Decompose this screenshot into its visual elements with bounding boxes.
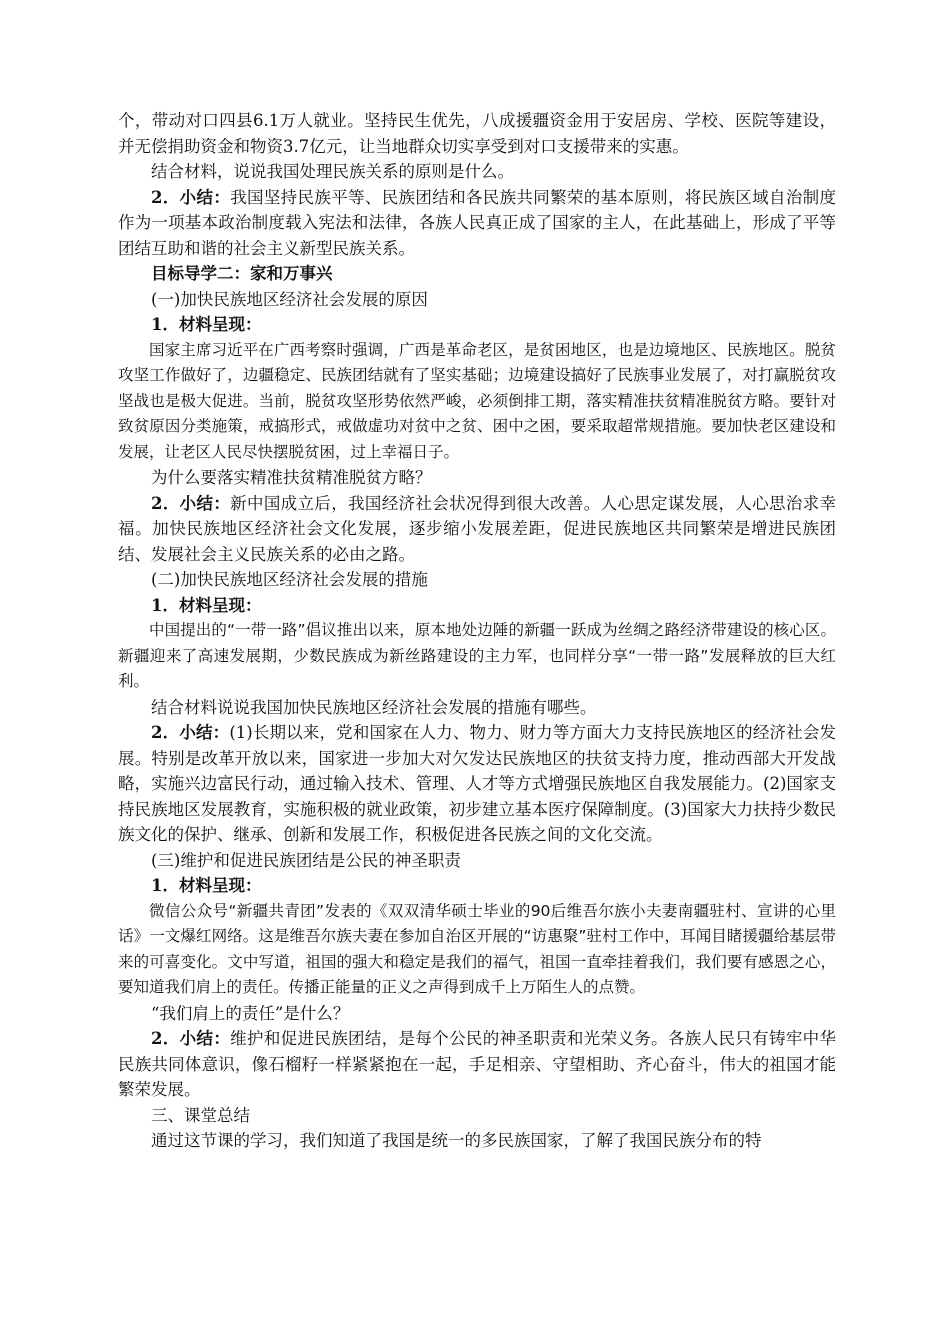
question-1: 结合材料，说说我国处理民族关系的原则是什么。 [151, 162, 514, 181]
material-2-label: 1．材料呈现： [151, 595, 262, 615]
question-2: 为什么要落实精准扶贫精准脱贫方略？ [151, 468, 432, 487]
summary-1-text: 我国坚持民族平等、民族团结和各民族共同繁荣的基本原则，将民族区域自治制度作为一项基本政治制度载入宪法和法律，各族人民真正成了国家的主人，在此基础上，形成了平等团结互助和谐的社会主义新型民族关系。 [118, 187, 836, 258]
material-1-text: 国家主席习近平在广西考察时强调，广西是革命老区，是贫困地区，也是边境地区、民族地区。脱贫攻坚工作做好了，边疆稳定、民族团结就有了坚实基础；边境建设搞好了民族事业发展了，对打赢脱贫攻坚战也是极大促进。当前，脱贫攻坚形势依然严峻，必须倒排工期，落实精准扶贫精准脱贫方略。要针对致贫原因分类施策，戒搞形式，戒做虚功对贫中之贫、困中之困，要采取超常规措施。要加快老区建设和发展，让老区人民尽快摆脱贫困，过上幸福日子。 [118, 340, 836, 461]
summary-3-label: 2．小结： [151, 723, 230, 742]
summary-4-label: 2．小结： [151, 1029, 231, 1048]
summary-2-text: 新中国成立后，我国经济社会状况得到很大改善。人心思定谋发展，人心思治求幸福。加快民族地区经济社会文化发展，逐步缩小发展差距，促进民族地区共同繁荣是增进民族团结、发展社会主义民族关系的必由之路。 [118, 493, 836, 564]
closing-summary: 通过这节课的学习，我们知道了我国是统一的多民族国家，了解了我国民族分布的特 [151, 1131, 762, 1150]
summary-3-text: (1)长期以来，党和国家在人力、物力、财力等方面大力支持民族地区的经济社会发展。特别是改革开放以来，国家进一步加大对欠发达民族地区的扶贫支持力度，推动西部大开发战略，实施兴边富民行动，通过输入技术、管理、人才等方式增强民族地区自我发展能力。(2)国家支持民族地区发展教育，实施积极的就业政策，初步建立基本医疗保障制度。(3)国家大力扶持少数民族文化的保护、继承、创新和发展工作，积极促进各民族之间的文化交流。 [118, 723, 836, 844]
question-3: 结合材料说说我国加快民族地区经济社会发展的措施有哪些。 [151, 697, 597, 717]
document-page [118, 108, 836, 1154]
summary-1 [118, 185, 836, 262]
summary-1-label: 2．小结： [151, 187, 231, 207]
material-3-label: 1．材料呈现： [151, 876, 262, 895]
section-3-heading: 三、课堂总结 [151, 1105, 250, 1125]
material-3-text: 微信公众号“新疆共青团”发表的《双双清华硕士毕业的90后维吾尔族小夫妻南疆驻村、宣讲的心里话》一文爆红网络。这是维吾尔族夫妻在参加自治区开展的“访惠聚”驻村工作中，耳闻目睹援疆给基层带来的可喜变化。文中写道，祖国的强大和稳定是我们的福气，祖国一直牵挂着我们，我们要有感恩之心，要知道我们肩上的责任。传播正能量的正义之声得到成千上万陌生人的点赞。 [118, 901, 836, 996]
summary-2 [118, 491, 836, 568]
summary-4 [118, 1026, 836, 1103]
summary-4-text: 维护和促进民族团结，是每个公民的神圣职责和光荣义务。各族人民只有铸牢中华民族共同体意识，像石榴籽一样紧紧抱在一起，手足相亲、守望相助、齐心奋斗，伟大的祖国才能繁荣发展。 [118, 1029, 836, 1099]
material-1-label: 1．材料呈现： [151, 315, 262, 334]
subheading-2: (二)加快民族地区经济社会发展的措施 [151, 570, 428, 589]
summary-3 [118, 720, 836, 848]
paragraph-continuation: 个，带动对口四县6.1万人就业。坚持民生优先，八成援疆资金用于安居房、学校、医院等建设，并无偿捐助资金和物资3.7亿元，让当地群众切实享受到对口支援带来的实惠。 [118, 111, 836, 156]
subheading-3: (三)维护和促进民族团结是公民的神圣职责 [151, 850, 461, 870]
goal-2-heading: 目标导学二：家和万事兴 [151, 264, 333, 283]
question-4: “我们肩上的责任”是什么？ [151, 1003, 350, 1023]
material-2-text: 中国提出的“一带一路”倡议推出以来，原本地处边陲的新疆一跃成为丝绸之路经济带建设的核心区。新疆迎来了高速发展期，少数民族成为新丝路建设的主力军，也同样分享“一带一路”发展释放的巨大红利。 [118, 621, 836, 690]
subheading-1: (一)加快民族地区经济社会发展的原因 [151, 289, 428, 309]
summary-2-label: 2．小结： [151, 493, 231, 513]
